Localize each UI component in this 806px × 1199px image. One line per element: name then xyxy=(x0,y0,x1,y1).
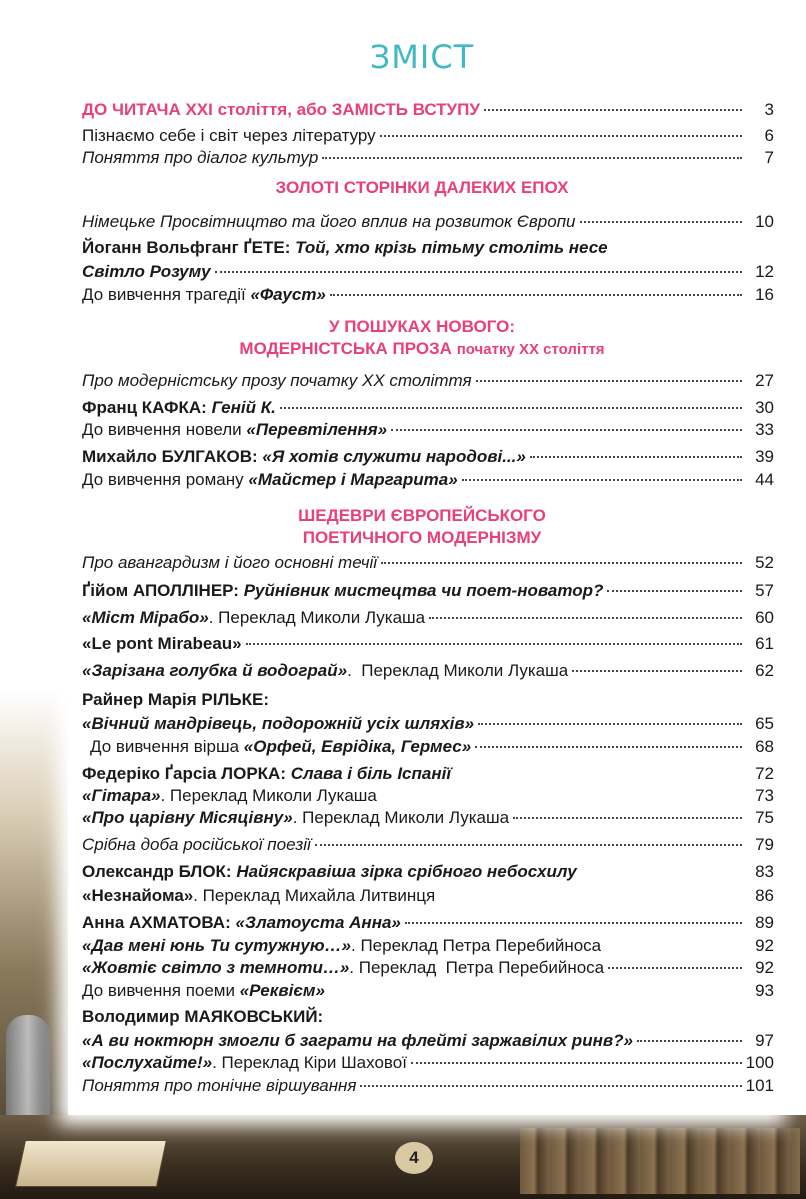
toc-entry[interactable] xyxy=(82,126,774,146)
toc-entry[interactable] xyxy=(82,936,774,956)
toc-work-title: «Le pont Mirabeau» xyxy=(82,634,242,653)
toc-page-number: 65 xyxy=(755,714,774,733)
toc-author: Володимир МАЯКОВСЬКИЙ: xyxy=(82,1007,324,1026)
toc-entry[interactable] xyxy=(82,786,774,806)
toc-page-number: 89 xyxy=(755,913,774,932)
leader-dots xyxy=(429,617,742,619)
toc-entry-text: Про авангардизм і його основні течії xyxy=(82,553,378,572)
leader-dots xyxy=(581,871,742,873)
toc-author: Олександр БЛОК: xyxy=(82,862,232,881)
toc-author: Йоганн Вольфганг ҐЕТЕ: xyxy=(82,238,291,257)
toc-entry[interactable] xyxy=(82,981,774,1001)
toc-entry[interactable] xyxy=(82,608,774,628)
toc-author: Федеріко Ґарсіа ЛОРКА: xyxy=(82,764,286,783)
toc-entry[interactable] xyxy=(82,553,774,573)
toc-page-number: 6 xyxy=(764,126,774,145)
toc-entry-text: . Переклад Кіри Шахової xyxy=(212,1053,407,1072)
toc-entry-text: . Переклад Миколи Лукаша xyxy=(347,661,569,680)
section-heading xyxy=(68,177,776,199)
leader-dots xyxy=(513,817,742,819)
toc-entry[interactable] xyxy=(82,1007,774,1027)
toc-page-number: 68 xyxy=(755,737,774,756)
toc-page-number: 30 xyxy=(755,398,774,417)
toc-page-number: 33 xyxy=(755,420,774,439)
toc-work-title: «Дав мені юнь Ти сутужную…» xyxy=(82,936,351,955)
toc-entry[interactable] xyxy=(82,212,774,232)
leader-dots xyxy=(246,643,742,645)
toc-entry[interactable] xyxy=(82,1076,774,1096)
leader-dots xyxy=(530,456,742,458)
toc-work-title: «Реквієм» xyxy=(239,981,325,1000)
section-heading xyxy=(68,316,776,361)
toc-page-number: 79 xyxy=(755,835,774,854)
toc-entry-text: . Переклад Петра Перебийноса xyxy=(351,936,602,955)
toc-page-number: 57 xyxy=(755,581,774,600)
leader-dots xyxy=(607,590,742,592)
toc-entry-text: До вивчення трагедії xyxy=(82,285,251,304)
toc-page-number: 101 xyxy=(745,1076,774,1095)
toc-work-title: «Перевтілення» xyxy=(246,420,388,439)
toc-entry[interactable] xyxy=(82,470,774,490)
open-book-image xyxy=(15,1140,167,1187)
toc-entry[interactable] xyxy=(82,1031,774,1051)
leader-dots xyxy=(484,109,742,111)
toc-page-number: 97 xyxy=(755,1031,774,1050)
toc-entry[interactable] xyxy=(82,285,774,305)
toc-entry-text: . Переклад Миколи Лукаша xyxy=(208,608,426,627)
toc-work-title: «Фауст» xyxy=(250,285,326,304)
toc-page-number: 52 xyxy=(755,553,774,572)
section-subtitle: початку ХХ століття xyxy=(456,341,605,358)
toc-entry-text: До вивчення роману xyxy=(82,470,249,489)
toc-author: Михайло БУЛГАКОВ: xyxy=(82,447,258,466)
leader-dots xyxy=(608,967,742,969)
leader-dots xyxy=(475,746,742,748)
toc-entry[interactable] xyxy=(82,661,774,681)
leader-dots xyxy=(405,922,742,924)
toc-page-number: 39 xyxy=(755,447,774,466)
toc-page-number: 93 xyxy=(755,981,774,1000)
toc-entry-text: До вивчення новели xyxy=(82,420,247,439)
section-title: МОДЕРНІСТСЬКА ПРОЗА xyxy=(239,339,452,358)
toc-work-title: «А ви ноктюрн змогли б заграти на флейті заржавілих ринв?» xyxy=(82,1031,633,1050)
toc-page-number: 44 xyxy=(755,470,774,489)
toc-entry[interactable] xyxy=(82,398,774,418)
toc-work-title: «Зарізана голубка й водограй» xyxy=(82,661,348,680)
toc-entry[interactable] xyxy=(82,862,774,882)
toc-entry[interactable] xyxy=(82,886,774,906)
leader-dots xyxy=(329,990,742,992)
toc-entry[interactable] xyxy=(82,148,774,168)
section-title: ШЕДЕВРИ ЄВРОПЕЙСЬКОГО xyxy=(298,506,546,525)
toc-entry-text: Поняття про тонічне віршування xyxy=(82,1076,357,1095)
toc-entry[interactable] xyxy=(82,371,774,391)
section-heading xyxy=(68,505,776,549)
toc-page-number: 92 xyxy=(755,958,774,977)
leader-dots xyxy=(572,670,742,672)
toc-entry-text: До вивчення вірша xyxy=(90,737,244,756)
section-title: У ПОШУКАХ НОВОГО: xyxy=(329,317,515,336)
toc-work-title: Той, хто крізь пітьму століть несе xyxy=(295,238,608,257)
toc-page-number: 60 xyxy=(755,608,774,627)
candlestick-image xyxy=(6,1015,50,1125)
toc-page-number: 100 xyxy=(745,1053,774,1072)
toc-entry[interactable] xyxy=(82,764,774,784)
toc-entry-text: Пізнаємо себе і світ через літературу xyxy=(82,126,376,145)
toc-page-number: 75 xyxy=(755,808,774,827)
toc-page-number: 62 xyxy=(755,661,774,680)
toc-entry-text: Поняття про діалог культур xyxy=(82,148,319,167)
leader-dots xyxy=(439,895,742,897)
toc-page-number: 73 xyxy=(755,786,774,805)
leader-dots xyxy=(476,380,742,382)
toc-entry[interactable] xyxy=(82,447,774,467)
book-stack-image xyxy=(520,1128,800,1194)
leader-dots xyxy=(455,773,742,775)
toc-page-number: 72 xyxy=(755,764,774,783)
toc-entry[interactable] xyxy=(82,808,774,828)
section-title: ПОЕТИЧНОГО МОДЕРНІЗМУ xyxy=(302,528,542,547)
toc-entry-text: Срібна доба російської поезії xyxy=(82,835,311,854)
leader-dots xyxy=(637,1040,742,1042)
toc-entry-text: . Переклад Петра Перебийноса xyxy=(349,958,605,977)
toc-page-number: 86 xyxy=(755,886,774,905)
toc-entry-text: ДО ЧИТАЧА ХХІ століття, або ЗАМІСТЬ ВСТУПУ xyxy=(82,100,480,119)
toc-page-number: 83 xyxy=(755,862,774,881)
toc-entry-intro[interactable] xyxy=(82,100,774,120)
toc-entry[interactable] xyxy=(82,714,774,734)
toc-work-title: «Про царівну Місяцівну» xyxy=(82,808,293,827)
toc-page-number: 3 xyxy=(764,100,774,119)
toc-entry[interactable] xyxy=(90,737,774,757)
toc-entry[interactable] xyxy=(82,690,774,710)
leader-dots xyxy=(605,945,742,947)
toc-entry[interactable] xyxy=(82,835,774,855)
toc-entry[interactable] xyxy=(82,958,774,978)
toc-entry[interactable] xyxy=(82,634,774,654)
toc-entry[interactable] xyxy=(82,238,774,258)
toc-work-title: «Жовтіє світло з темноти…» xyxy=(82,958,350,977)
toc-entry-text: Німецьке Просвітництво та його вплив на розвиток Європи xyxy=(82,212,576,231)
leader-dots xyxy=(381,795,742,797)
toc-work-title: Світло Розуму xyxy=(82,262,211,281)
toc-entry-text: Про модерністську прозу початку ХХ століття xyxy=(82,371,472,390)
toc-work-title: «Вічний мандрівець, подорожній усіх шляхів» xyxy=(82,714,475,733)
leader-dots xyxy=(411,1062,742,1064)
toc-work-title: «Орфей, Еврідіка, Гермес» xyxy=(243,737,472,756)
leader-dots xyxy=(215,271,742,273)
page-number: 4 xyxy=(395,1142,433,1174)
toc-page-number: 61 xyxy=(755,634,774,653)
toc-entry-text: До вивчення поеми xyxy=(82,981,240,1000)
toc-work-title: «Златоуста Анна» xyxy=(235,913,401,932)
section-title: ЗОЛОТІ СТОРІНКИ ДАЛЕКИХ ЕПОХ xyxy=(275,178,569,197)
toc-page-number: 27 xyxy=(755,371,774,390)
toc-work-title: Слава і біль Іспанії xyxy=(290,764,452,783)
toc-work-title: «Незнайома» xyxy=(82,886,194,905)
toc-page xyxy=(68,0,776,1115)
toc-work-title: «Послухайте!» xyxy=(82,1053,213,1072)
leader-dots xyxy=(462,479,742,481)
toc-entry[interactable] xyxy=(82,581,774,601)
toc-entry-text: . Переклад Миколи Лукаша xyxy=(292,808,510,827)
leader-dots xyxy=(478,723,742,725)
toc-work-title: «Гітара» xyxy=(82,786,161,805)
leader-dots xyxy=(280,407,742,409)
toc-entry-text: . Переклад Михайла Литвинця xyxy=(193,886,436,905)
leader-dots xyxy=(315,844,742,846)
toc-entry-text: . Переклад Миколи Лукаша xyxy=(160,786,377,805)
toc-entry[interactable] xyxy=(82,420,774,440)
toc-work-title: «Міст Мірабо» xyxy=(82,608,209,627)
page-title: ЗМІСТ xyxy=(369,38,475,76)
leader-dots xyxy=(381,562,742,564)
toc-work-title: Найяскравіша зірка срібного небосхилу xyxy=(236,862,577,881)
toc-author: Райнер Марія РІЛЬКЕ: xyxy=(82,690,270,709)
leader-dots xyxy=(380,135,742,137)
toc-entry[interactable] xyxy=(82,913,774,933)
toc-page-number: 10 xyxy=(755,212,774,231)
toc-page-number: 12 xyxy=(755,262,774,281)
leader-dots xyxy=(360,1085,741,1087)
toc-work-title: «Майстер і Маргарита» xyxy=(248,470,458,489)
toc-work-title: Руйнівник мистецтва чи поет-новатор? xyxy=(243,581,604,600)
toc-page-number: 16 xyxy=(755,285,774,304)
toc-author: Франц КАФКА: xyxy=(82,398,207,417)
toc-entry[interactable] xyxy=(82,1053,774,1073)
toc-page-number: 92 xyxy=(755,936,774,955)
leader-dots xyxy=(391,429,742,431)
leader-dots xyxy=(322,157,742,159)
toc-work-title: Геній К. xyxy=(211,398,276,417)
toc-author: Анна АХМАТОВА: xyxy=(82,913,231,932)
toc-page-number: 7 xyxy=(764,148,774,167)
toc-author: Ґійом АПОЛЛІНЕР: xyxy=(82,581,239,600)
toc-entry-continuation[interactable] xyxy=(82,262,774,282)
toc-work-title: «Я хотів служити народові...» xyxy=(262,447,526,466)
leader-dots xyxy=(580,221,742,223)
leader-dots xyxy=(330,294,742,296)
